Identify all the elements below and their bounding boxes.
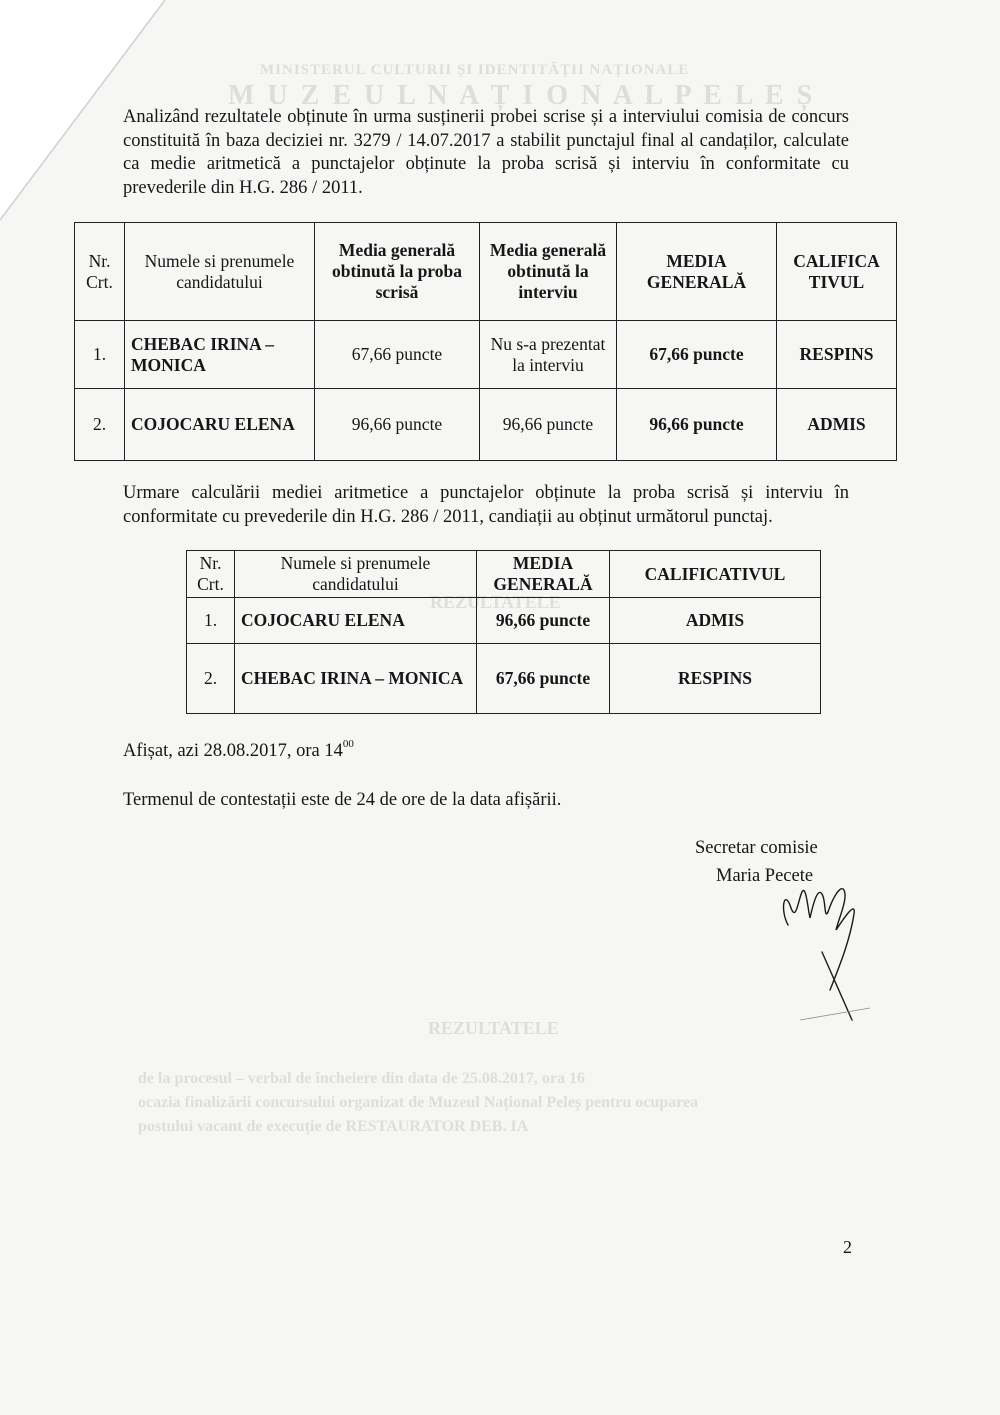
cell-name: CHEBAC IRINA – MONICA xyxy=(125,321,315,389)
cell-general: 96,66 puncte xyxy=(617,389,777,461)
show-through-bottom-3: postului vacant de execuție de RESTAURATOR DEB. IA xyxy=(138,1118,529,1135)
header-result: CALIFICATIVUL xyxy=(610,551,821,598)
show-through-bottom-1: de la procesul – verbal de încheiere din data de 25.08.2017, ora 16 xyxy=(138,1070,585,1087)
table-row xyxy=(75,389,897,461)
cell-result: RESPINS xyxy=(610,644,821,714)
header-nr: Nr. Crt. xyxy=(75,223,125,321)
cell-result: RESPINS xyxy=(777,321,897,389)
posted-date xyxy=(123,738,354,762)
header-written-average: Media generală obtinută la proba scrisă xyxy=(315,223,480,321)
cell-result: ADMIS xyxy=(777,389,897,461)
cell-result: ADMIS xyxy=(610,598,821,644)
posted-text: Afișat, azi 28.08.2017, ora 14 xyxy=(123,741,343,761)
header-general-average: MEDIA GENERALĂ xyxy=(617,223,777,321)
cell-written: 96,66 puncte xyxy=(315,389,480,461)
header-name: Numele si prenumele candidatului xyxy=(125,223,315,321)
cell-general: 67,66 puncte xyxy=(617,321,777,389)
results-table-final xyxy=(186,550,821,714)
cell-nr: 1. xyxy=(187,598,235,644)
cell-nr: 1. xyxy=(75,321,125,389)
table-header-row xyxy=(187,551,821,598)
cell-name: COJOCARU ELENA xyxy=(235,598,477,644)
cell-name: CHEBAC IRINA – MONICA xyxy=(235,644,477,714)
table-row xyxy=(75,321,897,389)
header-interview-average: Media generală obtinută la interviu xyxy=(480,223,617,321)
cell-general: 96,66 puncte xyxy=(477,598,610,644)
signature-name: Maria Pecete xyxy=(716,866,814,886)
header-result: CALIFICA TIVUL xyxy=(777,223,897,321)
cell-nr: 2. xyxy=(75,389,125,461)
results-table-detailed xyxy=(74,222,897,461)
summary-paragraph: Urmare calculării mediei aritmetice a punctajelor obținute la proba scrisă și interviu în conformitate cu prevederile din H.G. 286 / 2011, candiații au obținut următorul punctaj. xyxy=(123,483,849,527)
cell-interview: 96,66 puncte xyxy=(480,389,617,461)
posted-minutes: 00 xyxy=(342,738,354,750)
show-through-line-1: MINISTERUL CULTURII ȘI IDENTITĂȚII NAȚIONALE xyxy=(260,62,690,78)
cell-name: COJOCARU ELENA xyxy=(125,389,315,461)
cell-interview: Nu s-a prezentat la interviu xyxy=(480,321,617,389)
show-through-mid: REZULTATELE xyxy=(430,592,561,612)
header-name: Numele si prenumele candidatului xyxy=(235,551,477,598)
signature-title: Secretar comisie xyxy=(695,838,818,858)
page-number: 2 xyxy=(843,1237,852,1257)
show-through-bottom-title: REZULTATELE xyxy=(428,1018,559,1038)
table-row xyxy=(187,644,821,714)
show-through-line-2: M U Z E U L N A Ț I O N A L P E L E Ș xyxy=(228,80,816,111)
header-nr: Nr. Crt. xyxy=(187,551,235,598)
handwritten-signature xyxy=(770,870,880,1030)
table-header-row xyxy=(75,223,897,321)
cell-general: 67,66 puncte xyxy=(477,644,610,714)
show-through-bottom-2: ocazia finalizării concursului organizat de Muzeul Național Peleș pentru ocuparea xyxy=(138,1094,699,1111)
table-row xyxy=(187,598,821,644)
cell-nr: 2. xyxy=(187,644,235,714)
appeal-deadline-note: Termenul de contestații este de 24 de ore de la data afișării. xyxy=(123,790,562,810)
header-general-average: MEDIA GENERALĂ xyxy=(477,551,610,598)
intro-paragraph: Analizând rezultatele obținute în urma susținerii probei scrise și a interviului comisia de concurs constituită în baza deciziei nr. 3279 / 14.07.2017 a stabilit punctajul final al candaților, calculate ca medie aritmetică a punctajelor obținute la proba scrisă și interviu în conformitate cu prevederile din H.G. 286 / 2011. xyxy=(123,107,849,198)
cell-written: 67,66 puncte xyxy=(315,321,480,389)
